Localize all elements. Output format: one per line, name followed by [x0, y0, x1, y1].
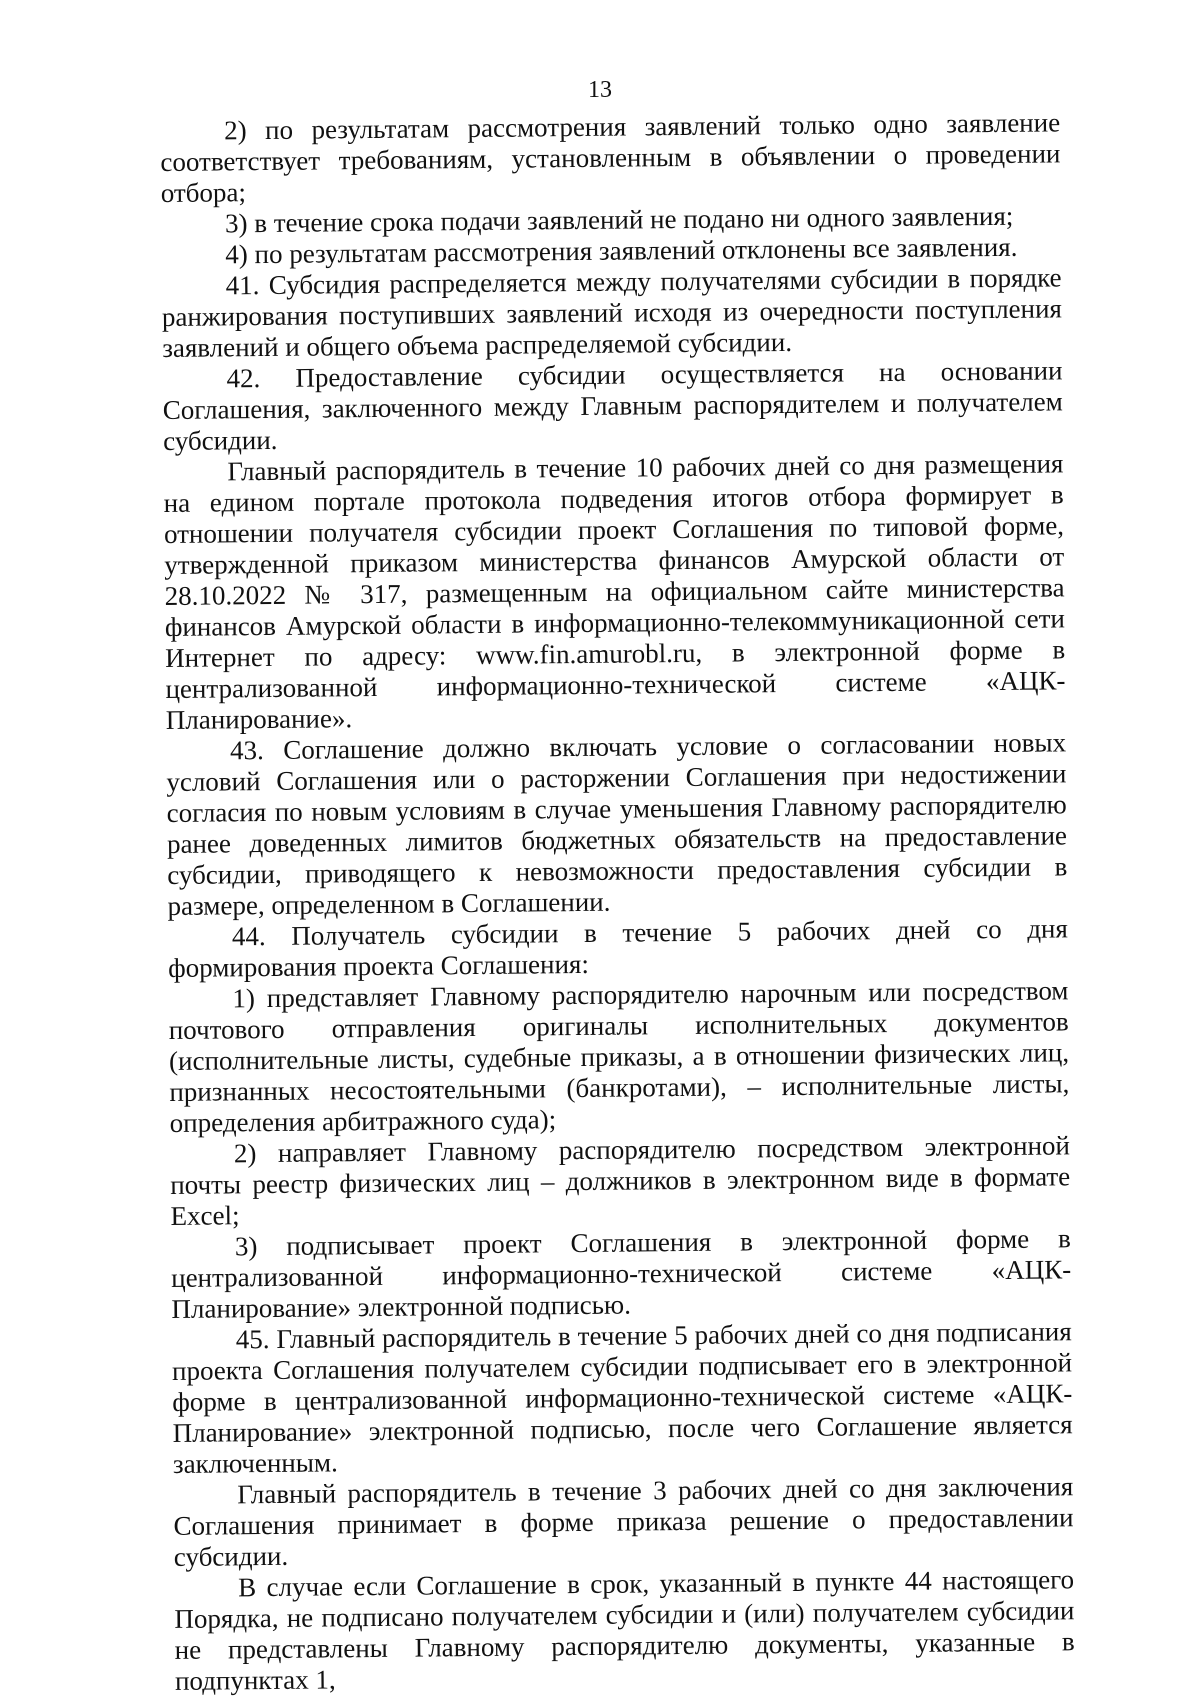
- paragraph-clause-45: 45. Главный распорядитель в течение 5 рабочих дней со дня подписания проекта Соглашения получателем субсидии подписывает его в электронной форме в централизованной информационно-технической системе «АЦК-Планирование» электронной подписью, после чего Соглашение является заключенным.: [171, 1316, 1073, 1479]
- paragraph-agreement-drafting: Главный распорядитель в течение 10 рабочих дней со дня размещения на едином портале протокола подведения итогов отбора формирует в отношении получателя субсидии проект Соглашения по типовой форме, утвержденной приказом министерства финансов Амурской области от 28.10.2022 № 317, размещенным на официальном сайте министерства финансов Амурской области в информационно-телекоммуникационной сети Интернет по адресу: www.fin.amurobl.ru, в электронной форме в централизованной информационно-технической системе «АЦК-Планирование».: [163, 448, 1066, 735]
- paragraph-clause-41: 41. Субсидия распределяется между получателями субсидии в порядке ранжирования поступивших заявлений исходя из очередности поступления заявлений и общего объема распределяемой субсидии.: [161, 262, 1063, 363]
- page-number: 13: [588, 77, 612, 103]
- paragraph-clause-44: 44. Получатель субсидии в течение 5 рабочих дней со дня формирования проекта Соглашения:: [168, 913, 1068, 983]
- paragraph-item-3: 3) в течение срока подачи заявлений не подано ни одного заявления;: [224, 200, 1014, 239]
- paragraph-clause-44-item-1: 1) представляет Главному распорядителю нарочным или посредством почтового отправления оригиналы исполнительных документов (исполнительные листы, судебные приказы, а в отношении физических лиц, признанных несостоятельными (банкротами), – исполнительные листы, определения арбитражного суда);: [168, 975, 1070, 1138]
- paragraph-clause-44-item-2: 2) направляет Главному распорядителю посредством электронной почты реестр физических лиц – должников в электронном виде в формате Excel;: [170, 1130, 1071, 1231]
- paragraph-decision-order: Главный распорядитель в течение 3 рабочих дней со дня заключения Соглашения принимает в форме приказа решение о предоставлении субсидии.: [173, 1471, 1074, 1572]
- document-body: [160, 107, 1075, 1697]
- paragraph-item-2: 2) по результатам рассмотрения заявлений только одно заявление соответствует требованиям, установленным в объявлении о проведении отбора;: [160, 107, 1061, 208]
- paragraph-unsigned-case: В случае если Соглашение в срок, указанный в пункте 44 настоящего Порядка, не подписано получателем субсидии и (или) получателем субсидии не представлены Главному распорядителю документы, указанные в подпунктах 1,: [174, 1564, 1075, 1696]
- paragraph-clause-42: 42. Предоставление субсидии осуществляется на основании Соглашения, заключенного между Главным распорядителем и получателем субсидии.: [162, 355, 1063, 456]
- paragraph-clause-43: 43. Соглашение должно включать условие о согласовании новых условий Соглашения или о расторжении Соглашения при недостижении согласия по новым условиям в случае уменьшения Главному распорядителю ранее доведенных лимитов бюджетных обязательств на предоставление субсидии, приводящего к невозможности предоставления субсидии в размере, определенном в Соглашении.: [166, 727, 1068, 921]
- paragraph-clause-44-item-3: 3) подписывает проект Соглашения в электронной форме в централизованной информационно-технической системе «АЦК-Планирование» электронной подписью.: [171, 1223, 1072, 1324]
- paragraph-item-4: 4) по результатам рассмотрения заявлений отклонены все заявления.: [225, 231, 1018, 270]
